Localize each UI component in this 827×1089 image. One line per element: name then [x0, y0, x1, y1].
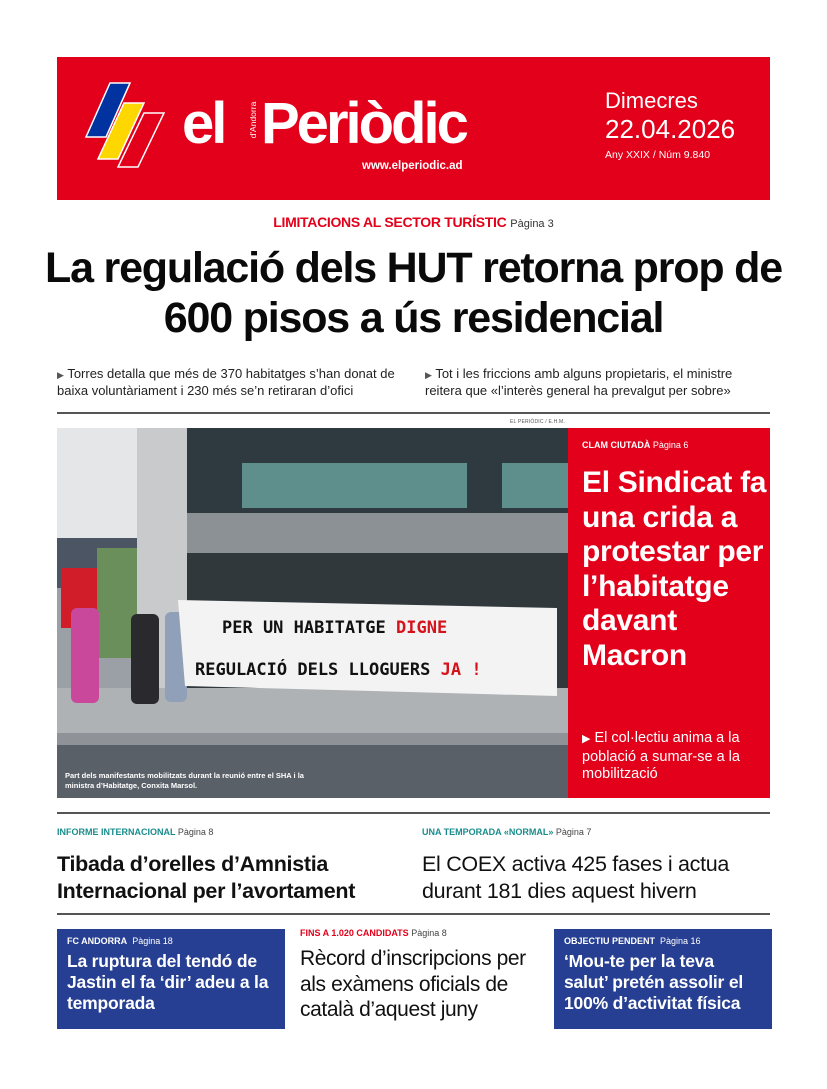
triangle-right-icon: ▶ [57, 370, 64, 380]
divider [57, 913, 770, 915]
story-bottom-left[interactable] [57, 929, 285, 1029]
lead-subhead-left: ▶ Torres detalla que més de 370 habitatges s’han donat de baixa voluntàriament i 230 més se’n retiraran d’ofici [57, 366, 395, 398]
photo-credit: EL PERIÒDIC / E.H.M. [510, 419, 565, 425]
issue-date: 22.04.2026 [605, 114, 736, 145]
story-kicker: FINS A 1.020 CANDIDATS Pàgina 8 [300, 928, 447, 938]
issue-number: Any XXIX / Núm 9.840 [605, 148, 711, 161]
feature-page-ref[interactable]: Pàgina 6 [652, 440, 689, 450]
date-block [605, 89, 735, 161]
story-headline[interactable]: La ruptura del tendó de Jastin el fa ‘dir’ adeu a la temporada [67, 951, 269, 1013]
feature-headline[interactable]: El Sindicat fa una crida a protestar per l’habitatge davant Macron [582, 466, 767, 672]
masthead [57, 57, 770, 200]
logo-periodic: Periòdic [261, 91, 466, 156]
logo-el: el [182, 91, 225, 156]
story-kicker: OBJECTIU PENDENT Pàgina 16 [564, 936, 701, 946]
lead-page-ref[interactable]: Pàgina 3 [510, 218, 554, 230]
lead-subhead-right: ▶ Tot i les friccions amb alguns propietaris, el ministre reitera que «l’interès general ha prevalgut per sobre» [425, 366, 733, 398]
story-kicker: UNA TEMPORADA «NORMAL» Pàgina 7 [422, 827, 592, 837]
website-url[interactable]: www.elperiodic.ad [362, 160, 463, 172]
story-kicker: FC ANDORRA Pàgina 18 [67, 936, 173, 946]
story-headline[interactable]: Tibada d’orelles d’Amnistia Internacional per l’avortament [57, 852, 356, 903]
triangle-right-icon: ▶ [425, 370, 432, 380]
divider [57, 812, 770, 814]
divider [57, 412, 770, 414]
feature-subhead: ▶ El col·lectiu anima a la població a sumar-se a la mobilització [582, 730, 740, 782]
lead-headline[interactable]: La regulació dels HUT retorna prop de 600 pisos a ús residencial [45, 244, 782, 342]
svg-text:REGULACIÓ DELS LLOGUERS JA !: REGULACIÓ DELS LLOGUERS JA ! [195, 660, 482, 680]
feature-box[interactable] [568, 428, 770, 798]
story-mid-left[interactable] [57, 827, 407, 905]
story-bottom-center[interactable] [300, 928, 550, 1023]
triangle-right-icon: ▶ [582, 733, 591, 745]
andorra-flag-logo-icon [82, 81, 172, 171]
feature-kicker: CLAM CIUTADÀ Pàgina 6 [582, 440, 689, 450]
story-bottom-right[interactable] [554, 929, 772, 1029]
lead-photo[interactable] [57, 428, 568, 798]
protest-photo-illustration [57, 428, 568, 798]
svg-text:PER UN HABITATGE DIGNE: PER UN HABITATGE DIGNE [222, 618, 448, 638]
logo-andorra: d'Andorra [248, 101, 258, 139]
story-headline[interactable]: ‘Mou-te per la teva salut’ pretén assolir el 100% d’activitat física [564, 951, 744, 1013]
story-headline[interactable]: El COEX activa 425 fases i actua durant 181 dies aquest hivern [422, 852, 730, 903]
lead-kicker-label: LIMITACIONS AL SECTOR TURÍSTIC [273, 214, 507, 230]
photo-caption: Part dels manifestants mobilitzats durant la reunió entre el SHA i la ministra d’Habitatge, Conxita Marsol. [65, 771, 304, 790]
lead-kicker [0, 214, 827, 230]
story-mid-right[interactable] [422, 827, 772, 905]
story-kicker: INFORME INTERNACIONAL Pàgina 8 [57, 827, 214, 837]
story-headline[interactable]: Rècord d’inscripcions per als exàmens oficials de català d’aquest juny [300, 947, 526, 1021]
weekday: Dimecres [605, 88, 698, 113]
